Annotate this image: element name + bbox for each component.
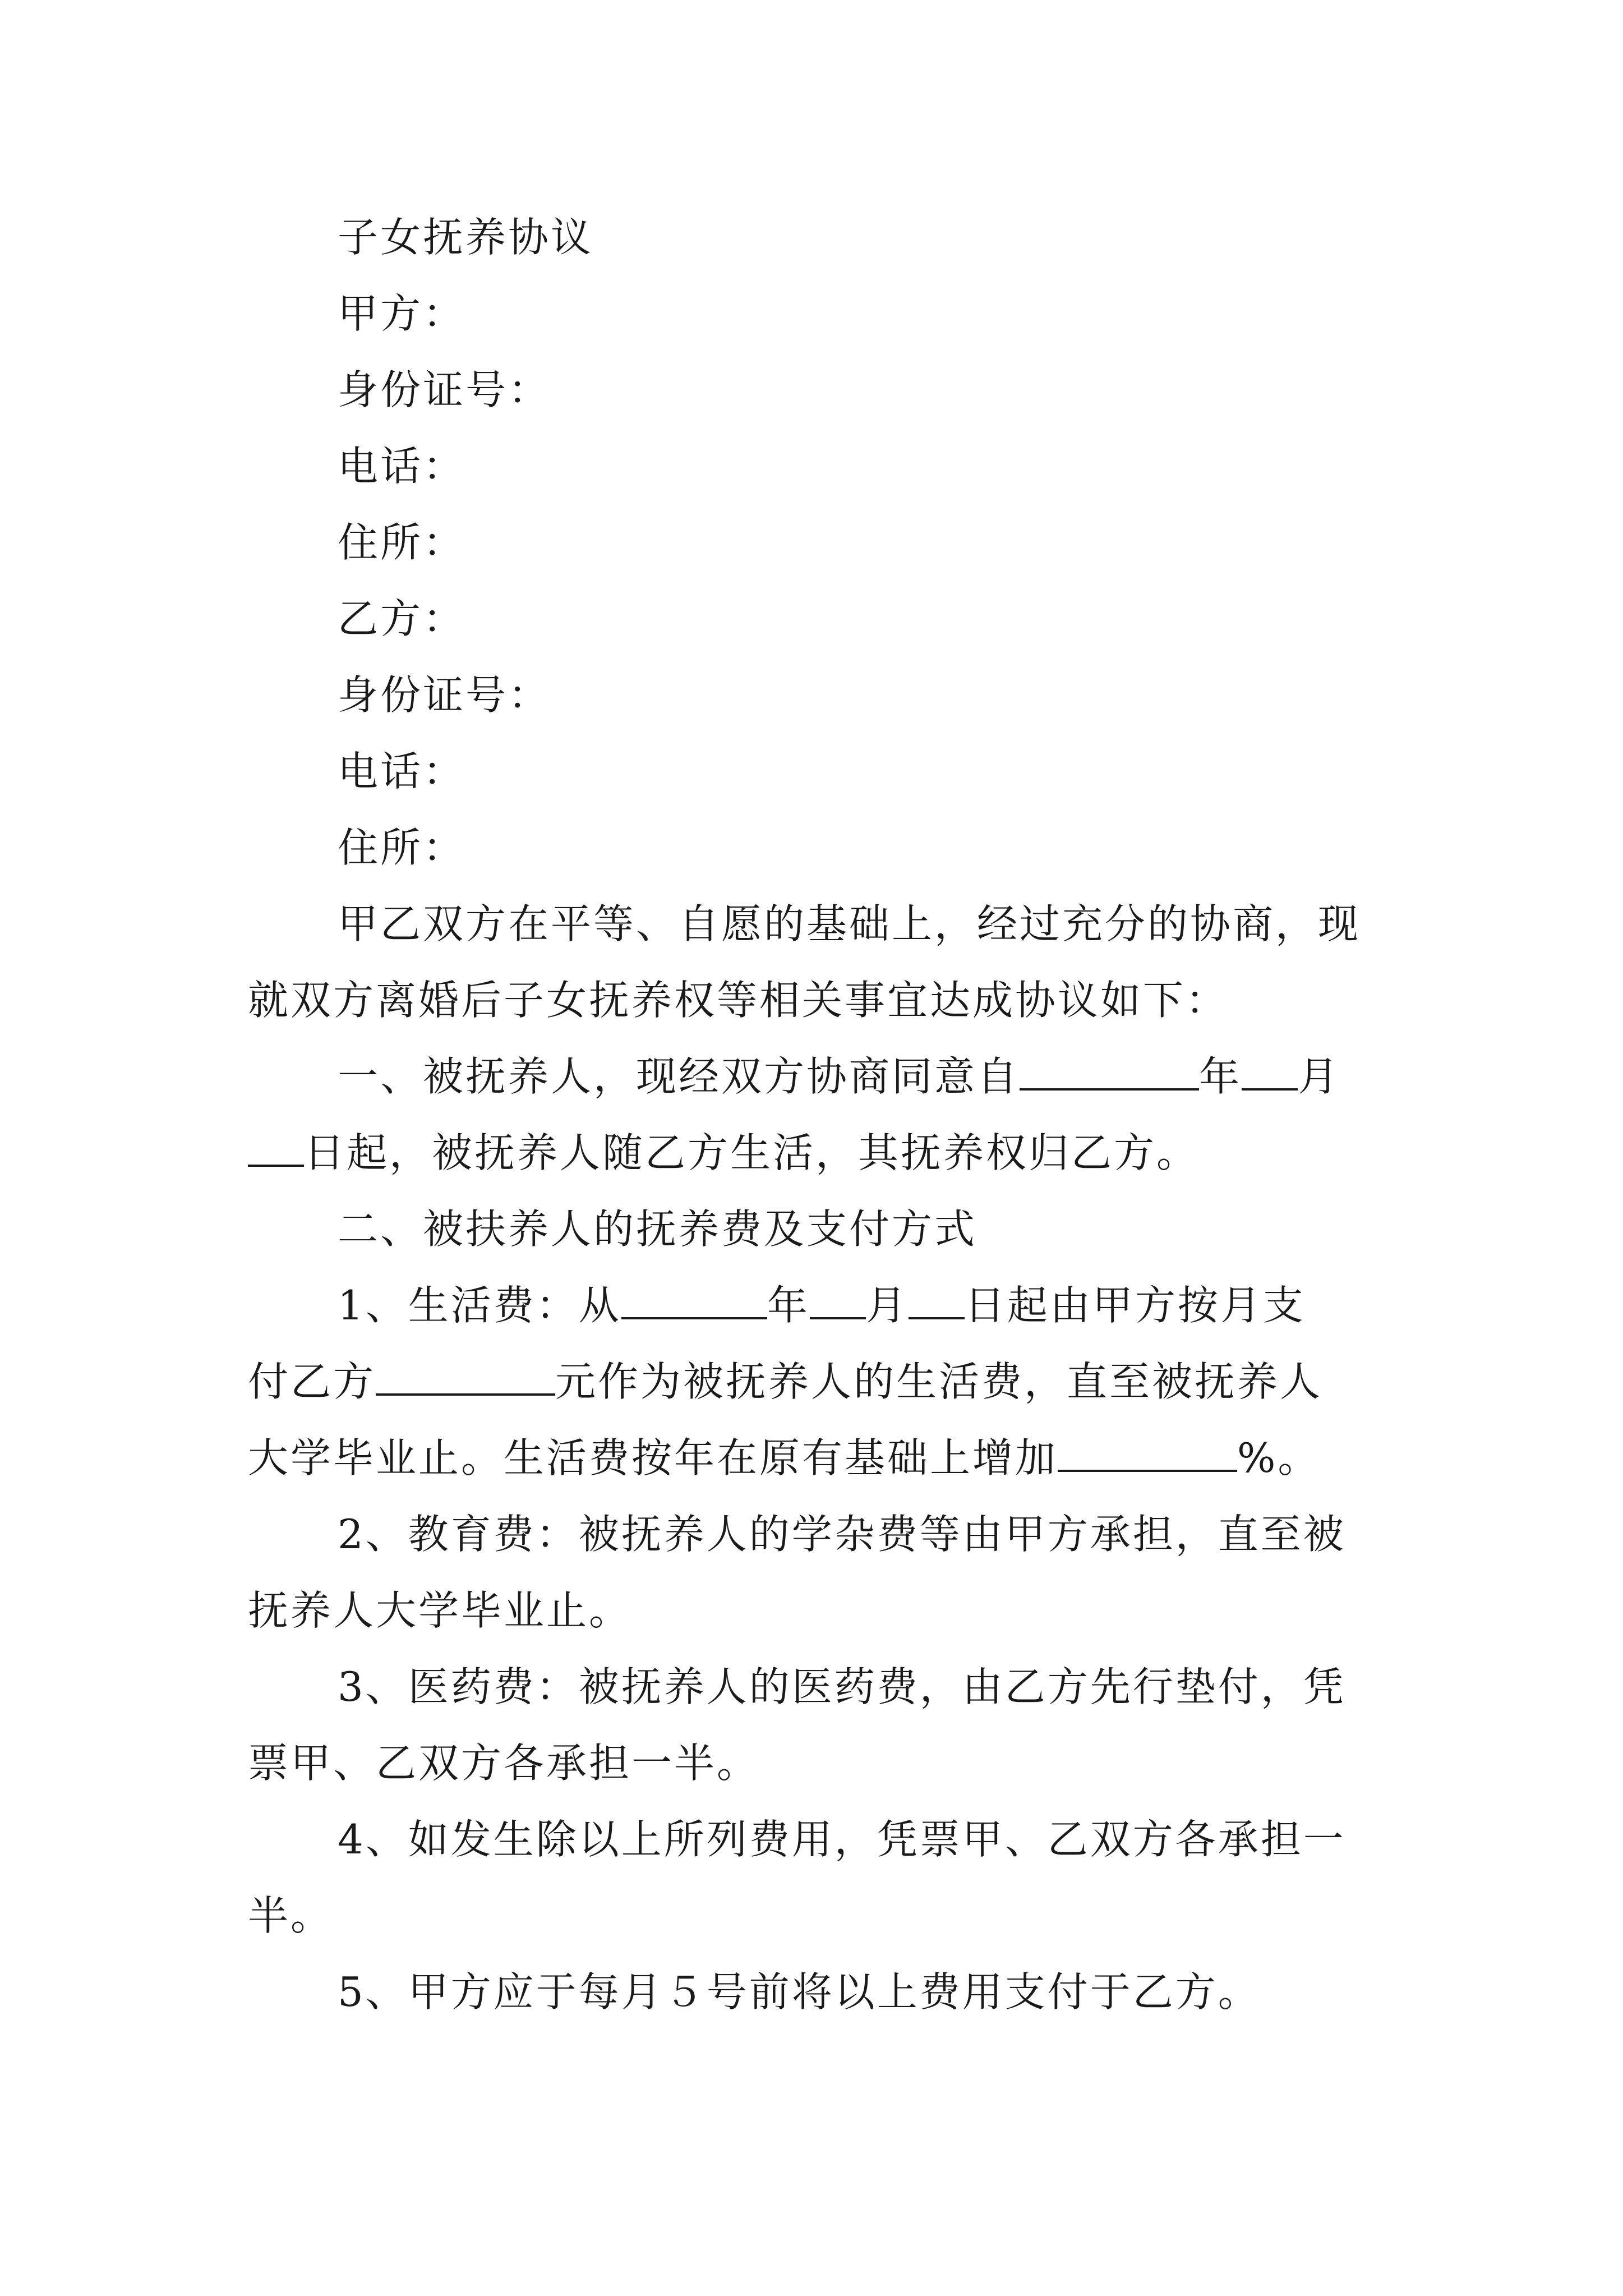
clause-1-day-blank[interactable] <box>248 1132 304 1167</box>
clause-1-year-blank[interactable] <box>1020 1056 1199 1091</box>
party-a-phone-label: 电话： <box>338 443 466 490</box>
clause-1-line-2 <box>248 1115 1392 1191</box>
clause-1-month-label: 月 <box>1298 1053 1341 1100</box>
item-2-line-1: 2、教育费：被抚养人的学杂费等由甲方承担，直至被 <box>338 1511 1346 1558</box>
clause-1-text-2: 日起，被抚养人随乙方生活，其抚养权归乙方。 <box>304 1129 1200 1176</box>
item-1-year-blank[interactable] <box>621 1285 767 1319</box>
party-a-id-label: 身份证号： <box>338 366 551 413</box>
party-a-address-label: 住所： <box>338 519 466 566</box>
party-b-phone-label: 电话： <box>338 748 466 795</box>
item-1-amount-blank[interactable] <box>376 1361 555 1396</box>
item-1-text-4: 元作为被抚养人的生活费，直至被抚养人 <box>555 1358 1323 1405</box>
item-3-line-2: 票甲、乙双方各承担一半。 <box>248 1740 760 1787</box>
item-1-text-3: 付乙方 <box>248 1358 376 1405</box>
item-1-text-5: 大学毕业止。生活费按年在原有基础上增加 <box>248 1434 1058 1481</box>
item-1-text: 1、生活费：从 <box>338 1282 621 1329</box>
item-1-day-blank[interactable] <box>909 1285 965 1319</box>
intro-line-2: 就双方离婚后子女抚养权等相关事宜达成协议如下： <box>248 977 1229 1024</box>
item-1-month-label: 月 <box>865 1282 909 1329</box>
clause-1-year-label: 年 <box>1199 1053 1242 1100</box>
intro-line-1: 甲乙双方在平等、自愿的基础上，经过充分的协商，现 <box>338 900 1361 947</box>
item-1-month-blank[interactable] <box>810 1285 866 1319</box>
item-1-year-label: 年 <box>767 1282 810 1329</box>
item-1-line-2 <box>248 1343 1392 1420</box>
item-2-line-2: 抚养人大学毕业止。 <box>248 1587 632 1634</box>
clause-1-month-blank[interactable] <box>1242 1056 1298 1091</box>
party-b-label: 乙方： <box>338 595 466 642</box>
item-1-line-3 <box>248 1420 1392 1496</box>
clause-2-heading: 二、被扶养人的抚养费及支付方式 <box>338 1205 978 1253</box>
clause-1-line-1 <box>248 1038 1392 1115</box>
party-b-address-label: 住所： <box>338 824 466 871</box>
item-4-line-1: 4、如发生除以上所列费用，凭票甲、乙双方各承担一 <box>338 1816 1346 1863</box>
item-4-line-2: 半。 <box>248 1892 334 1939</box>
clause-1-text: 一、被抚养人，现经双方协商同意自 <box>338 1053 1020 1100</box>
item-1-percent-blank[interactable] <box>1058 1437 1237 1472</box>
item-3-line-1: 3、医药费：被抚养人的医药费，由乙方先行垫付，凭 <box>338 1663 1346 1710</box>
item-1-line-1 <box>248 1267 1392 1343</box>
party-b-id-label: 身份证号： <box>338 671 551 719</box>
document-title: 子女抚养协议 <box>338 214 594 261</box>
item-5-line: 5、甲方应于每月５号前将以上费用支付于乙方。 <box>338 1968 1261 2016</box>
document-body <box>248 199 1392 2030</box>
party-a-label: 甲方： <box>338 290 466 337</box>
item-1-text-2: 日起由甲方按月支 <box>964 1282 1306 1329</box>
item-1-text-6: %。 <box>1237 1434 1321 1481</box>
